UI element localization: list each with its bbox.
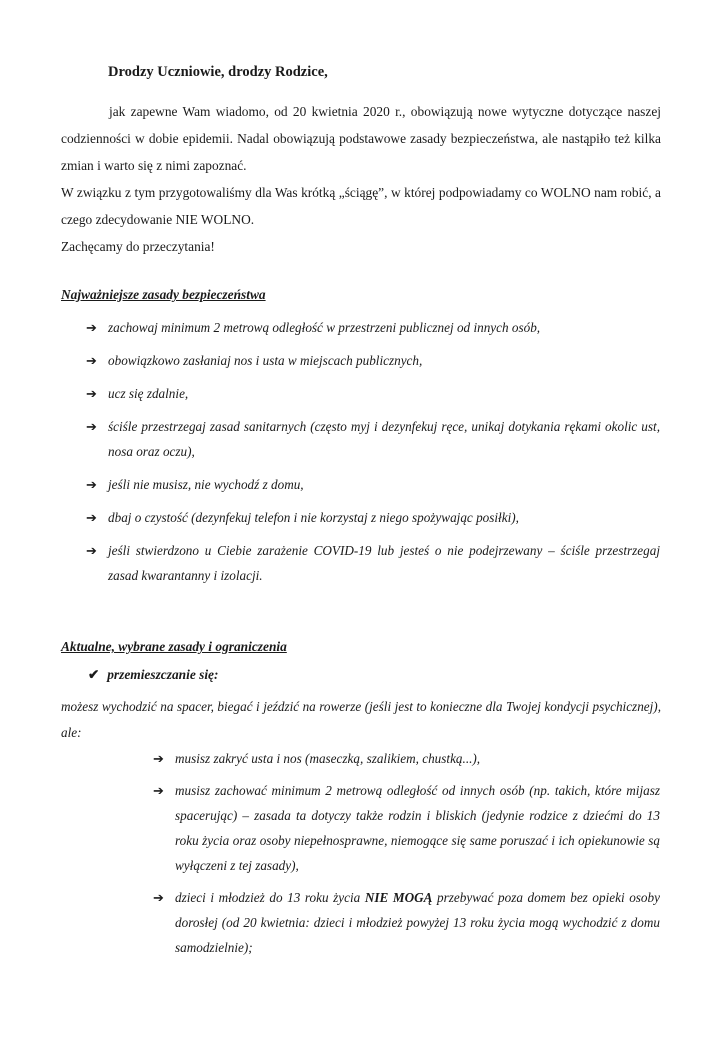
list-item: ➔ ściśle przestrzegaj zasad sanitarnych (często myj i dezynfekuj ręce, unikaj dotykania rękami okolic ust, nosa oraz oczu), — [108, 414, 660, 464]
list-item: ➔ dzieci i młodzież do 13 roku życia NIE MOGĄ przebywać poza domem bez opieki osoby dorosłej (od 20 kwietnia: dzieci i młodzież powyżej 13 roku życia mogą wychodzić z domu samodzielnie); — [175, 885, 660, 960]
arrow-right-icon: ➔ — [86, 477, 97, 492]
list-item: ➔ musisz zachować minimum 2 metrową odległość od innych osób (np. takich, które mijasz spacerując) – zasada ta dotyczy także rodzin i bliskich (jedynie rodzice z dziećmi do 13 roku życia oraz osoby niepełnosprawne, niemogące się same poruszać i ich opiekunowie są wyłączeni z tej zasady), — [175, 778, 660, 878]
list-item: ➔ musisz zakryć usta i nos (maseczką, szalikiem, chustką...), — [175, 746, 660, 771]
arrow-right-icon: ➔ — [86, 543, 97, 558]
checkmark-icon: ✔ — [88, 667, 100, 682]
list-item: ➔ dbaj o czystość (dezynfekuj telefon i nie korzystaj z niego spożywając posiłki), — [108, 505, 660, 530]
arrow-right-icon: ➔ — [153, 751, 164, 766]
arrow-right-icon: ➔ — [153, 890, 164, 905]
section-heading-restrictions: Aktualne, wybrane zasady i ograniczenia — [61, 639, 287, 654]
emphasis-text: NIE MOGĄ — [364, 890, 433, 905]
arrow-right-icon: ➔ — [86, 386, 97, 401]
intro-line-2: W związku z tym przygotowaliśmy dla Was krótką „ściągę”, w której podpowiadamy co WOLNO nam robić, a czego zdecydowanie NIE WOLNO. — [61, 185, 661, 227]
list-item: ➔ jeśli nie musisz, nie wychodź z domu, — [108, 472, 660, 497]
greeting: Drodzy Uczniowie, drodzy Rodzice, — [108, 64, 328, 80]
intro-text — [61, 98, 661, 260]
intro-paragraph: jak zapewne Wam wiadomo, od 20 kwietnia 2020 r., obowiązują nowe wytyczne dotyczące naszej codzienności w dobie epidemii. Nadal obowiązują podstawowe zasady bezpieczeństwa, ale nastąpiło też kilka zmian i warto się z nimi zapoznać. — [61, 104, 661, 173]
section-heading-safety: Najważniejsze zasady bezpieczeństwa — [61, 287, 266, 302]
arrow-right-icon: ➔ — [153, 783, 164, 798]
safety-rules-list — [86, 315, 660, 596]
list-item: ➔ jeśli stwierdzono u Ciebie zarażenie COVID-19 lub jesteś o nie podejrzewany – ściśle przestrzegaj zasad kwarantanny i izolacji. — [108, 538, 660, 588]
list-item: ➔ obowiązkowo zasłaniaj nos i usta w miejscach publicznych, — [108, 348, 660, 373]
movement-paragraph: możesz wychodzić na spacer, biegać i jeździć na rowerze (jeśli jest to konieczne dla Twojej kondycji psychicznej), ale: — [61, 699, 661, 740]
arrow-right-icon: ➔ — [86, 353, 97, 368]
arrow-right-icon: ➔ — [86, 419, 97, 434]
intro-line-3: Zachęcamy do przeczytania! — [61, 239, 215, 254]
subheading-movement: ✔ przemieszczanie się: — [88, 667, 219, 682]
arrow-right-icon: ➔ — [86, 510, 97, 525]
list-item: ➔ ucz się zdalnie, — [108, 381, 660, 406]
arrow-right-icon: ➔ — [86, 320, 97, 335]
list-item: ➔ zachowaj minimum 2 metrową odległość w przestrzeni publicznej od innych osób, — [108, 315, 660, 340]
movement-rules-list — [153, 746, 660, 967]
